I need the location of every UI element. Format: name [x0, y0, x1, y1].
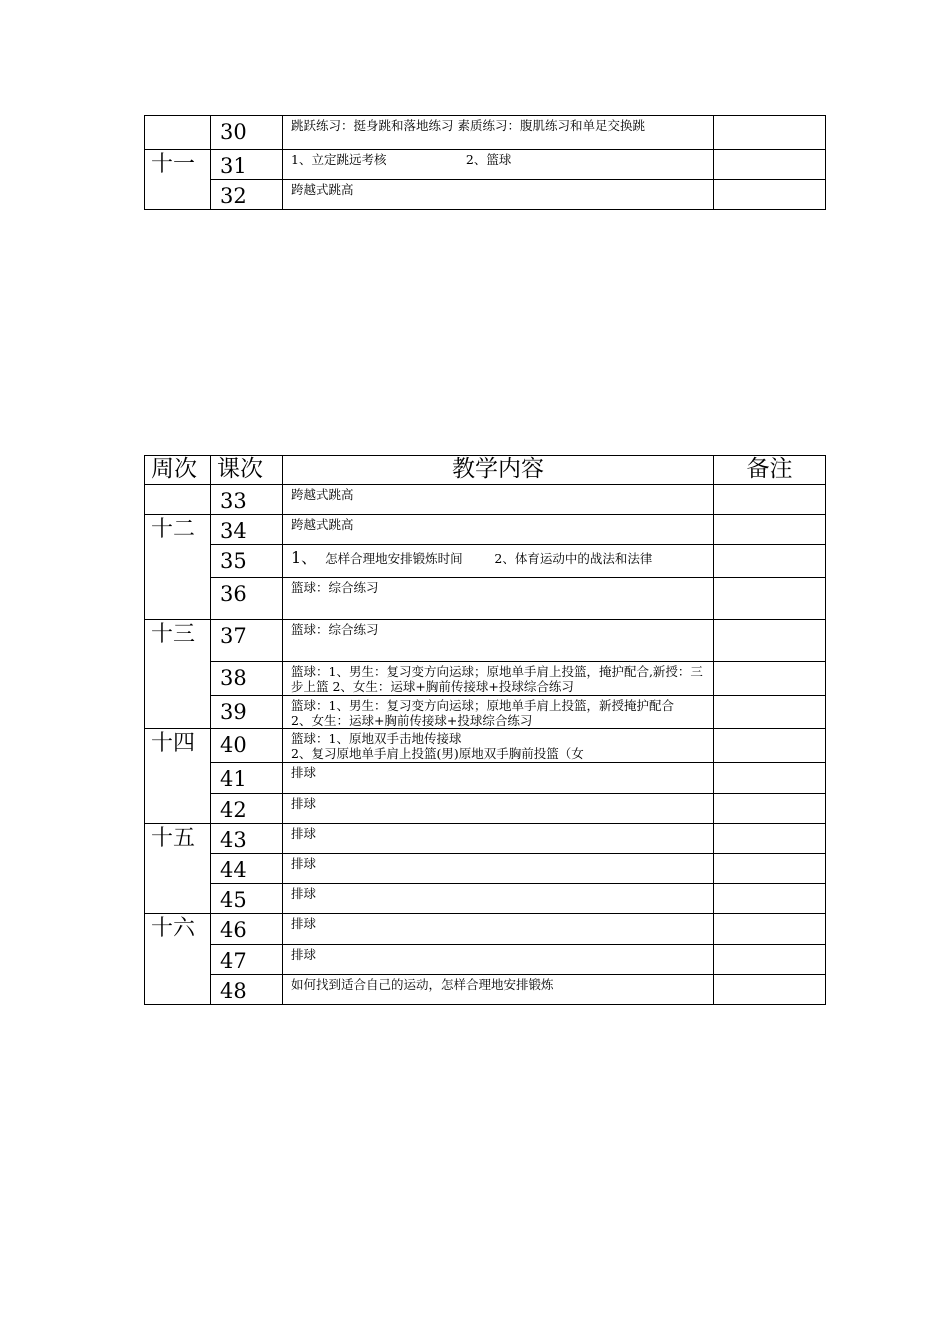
- header-note: 备注: [714, 456, 826, 485]
- note-cell: [714, 884, 826, 914]
- table-row: [145, 578, 826, 620]
- lesson-content: [283, 729, 714, 763]
- lesson-content: 跨越式跳高: [283, 515, 714, 545]
- table-row: [145, 485, 826, 515]
- table-row: [145, 620, 826, 662]
- table-row: [145, 823, 826, 853]
- lesson-number: 42: [211, 793, 283, 823]
- table-row: [145, 944, 826, 974]
- table-row: [145, 696, 826, 729]
- note-cell: [714, 150, 826, 180]
- lesson-number: 41: [211, 763, 283, 793]
- note-cell: [714, 696, 826, 729]
- table-row: [145, 793, 826, 823]
- lesson-number: 33: [211, 485, 283, 515]
- header-row: [145, 456, 826, 485]
- table-row: [145, 545, 826, 578]
- lesson-content: 排球: [283, 944, 714, 974]
- lesson-number: 34: [211, 515, 283, 545]
- note-cell: [714, 729, 826, 763]
- lesson-content: 篮球：1、男生：复习变方向运球；原地单手肩上投篮，新授掩护配合 2、女生：运球+胸前传接球+投球综合练习: [283, 696, 714, 729]
- table-row: [145, 763, 826, 793]
- week-cell: [145, 485, 211, 515]
- lesson-number: 44: [211, 853, 283, 883]
- week-cell: 十五: [145, 823, 211, 914]
- note-cell: [714, 116, 826, 150]
- lesson-number: 46: [211, 914, 283, 944]
- table-row: [145, 914, 826, 944]
- note-cell: [714, 944, 826, 974]
- week-cell: [145, 116, 211, 150]
- lesson-number: 45: [211, 884, 283, 914]
- lesson-content: 排球: [283, 884, 714, 914]
- lesson-content: 如何找到适合自己的运动，怎样合理地安排锻炼: [283, 974, 714, 1004]
- lesson-number: 36: [211, 578, 283, 620]
- table-row: [145, 729, 826, 763]
- lesson-content: 篮球：1、男生：复习变方向运球；原地单手肩上投篮，掩护配合,新授：三步上篮 2、女生：运球+胸前传接球+投球综合练习: [283, 662, 714, 696]
- lesson-number: 43: [211, 823, 283, 853]
- week-cell: 十三: [145, 620, 211, 729]
- lesson-number: 47: [211, 944, 283, 974]
- lesson-content-text: 怎样合理地安排锻炼时间 2、体育运动中的战法和法律: [317, 551, 653, 567]
- note-cell: [714, 793, 826, 823]
- week-cell: 十二: [145, 515, 211, 620]
- lesson-content: 排球: [283, 914, 714, 944]
- note-cell: [714, 180, 826, 210]
- header-week: 周次: [145, 456, 211, 485]
- lesson-content: 跳跃练习：挺身跳和落地练习 素质练习：腹肌练习和单足交换跳: [283, 116, 714, 150]
- lesson-number: 48: [211, 974, 283, 1004]
- lesson-number: 35: [211, 545, 283, 578]
- lesson-content: 排球: [283, 823, 714, 853]
- lesson-content-lead: 1、: [291, 548, 318, 568]
- lesson-number: 39: [211, 696, 283, 729]
- lesson-content: 篮球：综合练习: [283, 578, 714, 620]
- lesson-number: 40: [211, 729, 283, 763]
- header-content: 教学内容: [283, 456, 714, 485]
- header-lesson: 课次: [211, 456, 283, 485]
- lesson-number: 37: [211, 620, 283, 662]
- lesson-content: 1、立定跳远考核 2、篮球: [283, 150, 714, 180]
- note-cell: [714, 853, 826, 883]
- table-row: [145, 662, 826, 696]
- lesson-content-line: 篮球：1、原地双手击地传接球: [291, 731, 462, 747]
- week-cell: 十六: [145, 914, 211, 1005]
- table-row: [145, 515, 826, 545]
- note-cell: [714, 823, 826, 853]
- note-cell: [714, 914, 826, 944]
- lesson-number: 31: [211, 150, 283, 180]
- lesson-content-line: 2、复习原地单手肩上投篮(男)原地双手胸前投篮（女: [291, 746, 584, 762]
- note-cell: [714, 974, 826, 1004]
- schedule-table: [144, 455, 826, 1005]
- table-row: [145, 116, 826, 150]
- lesson-number: 30: [211, 116, 283, 150]
- table-row: [145, 974, 826, 1004]
- lesson-content: 跨越式跳高: [283, 485, 714, 515]
- note-cell: [714, 485, 826, 515]
- table-row: [145, 150, 826, 180]
- note-cell: [714, 545, 826, 578]
- lesson-content: 篮球：综合练习: [283, 620, 714, 662]
- note-cell: [714, 578, 826, 620]
- week-cell: 十四: [145, 729, 211, 823]
- note-cell: [714, 620, 826, 662]
- note-cell: [714, 662, 826, 696]
- lesson-content: [283, 545, 714, 578]
- lesson-content: 排球: [283, 793, 714, 823]
- schedule-table-continued: [144, 115, 826, 210]
- lesson-content: 排球: [283, 853, 714, 883]
- table-row: [145, 853, 826, 883]
- note-cell: [714, 763, 826, 793]
- lesson-number: 32: [211, 180, 283, 210]
- table-row: [145, 884, 826, 914]
- lesson-number: 38: [211, 662, 283, 696]
- note-cell: [714, 515, 826, 545]
- lesson-content: 排球: [283, 763, 714, 793]
- table-row: [145, 180, 826, 210]
- week-cell: 十一: [145, 150, 211, 210]
- lesson-content: 跨越式跳高: [283, 180, 714, 210]
